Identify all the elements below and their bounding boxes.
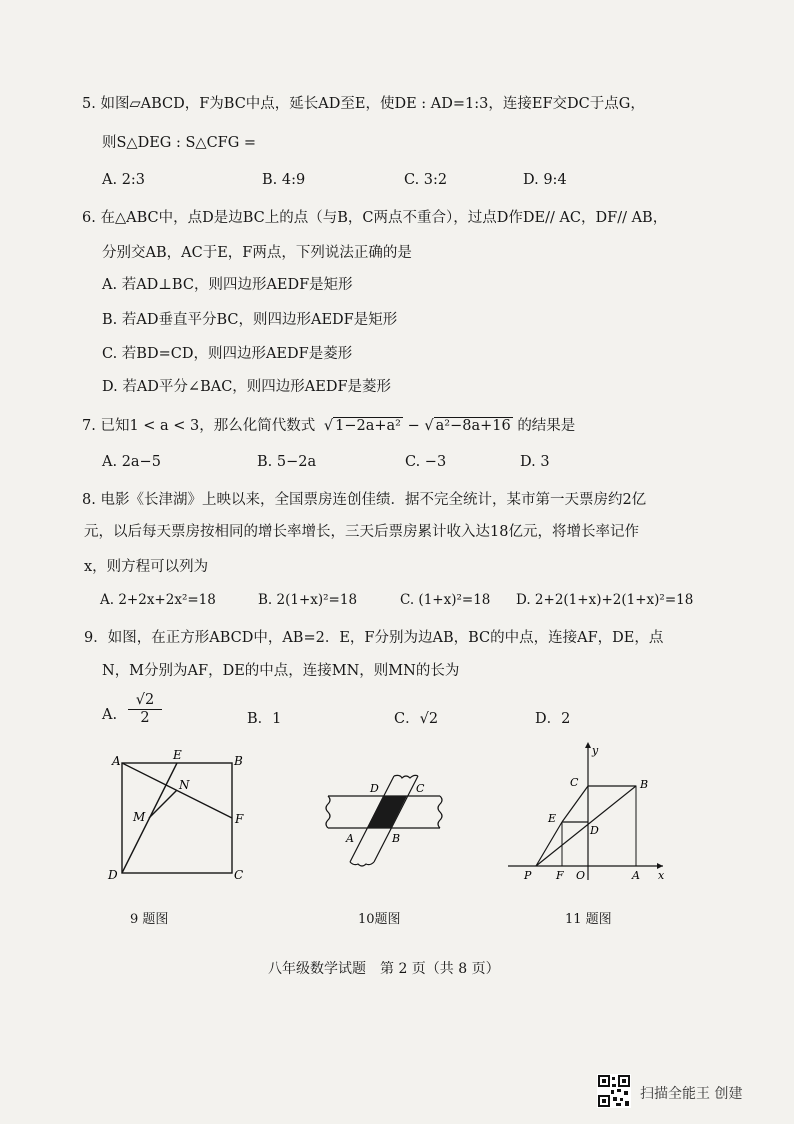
label-b: B	[640, 778, 649, 791]
page-footer: 八年级数学试题 第 2 页（共 8 页）	[268, 961, 500, 977]
question-8-option-b: B. 2(1+x)²=18	[258, 592, 358, 608]
question-9-option-b: B．1	[247, 711, 282, 727]
y-axis-arrow	[585, 742, 591, 748]
label-m: M	[133, 810, 146, 824]
figure-10-caption: 10题图	[358, 912, 401, 927]
fraction-denominator: 2	[140, 710, 150, 726]
label-a: A	[112, 754, 121, 768]
label-f: F	[556, 869, 564, 882]
overlap-parallelogram	[367, 796, 407, 828]
label-d: D	[590, 824, 599, 837]
question-7-suffix: 的结果是	[517, 418, 576, 434]
question-5-option-c: C. 3:2	[404, 172, 448, 188]
question-5-option-d: D. 9:4	[523, 172, 567, 188]
question-9-option-a-label: A.	[102, 707, 118, 723]
question-6-option-b: B. 若AD垂直平分BC，则四边形AEDF是矩形	[102, 312, 398, 328]
label-b: B	[234, 754, 243, 768]
question-7-stem	[82, 414, 575, 435]
question-6-option-d: D. 若AD平分∠BAC，则四边形AEDF是菱形	[102, 379, 392, 395]
label-a: A	[346, 832, 354, 845]
question-7-option-c: C. −3	[405, 454, 447, 470]
question-9-option-a-fraction	[128, 692, 162, 726]
question-8-line1: 8. 电影《长津湖》上映以来，全国票房连创佳绩．据不完全统计，某市第一天票房约2亿	[82, 492, 647, 508]
question-8-option-a: A. 2+2x+2x²=18	[100, 592, 216, 608]
scanner-watermark: 扫描全能王 创建	[640, 1086, 743, 1102]
figure-9-square	[100, 745, 250, 890]
label-c: C	[416, 782, 425, 795]
question-7-option-a: A. 2a−5	[102, 454, 161, 470]
question-8-option-d: D. 2+2(1+x)+2(1+x)²=18	[516, 592, 694, 608]
figure-11-caption: 11 题图	[565, 912, 612, 927]
question-6-line1: 6. 在△ABC中，点D是边BC上的点（与B，C两点不重合），过点D作DE// AC，DF// AB，	[82, 210, 668, 226]
label-c: C	[570, 776, 579, 789]
question-6-option-c: C. 若BD=CD，则四边形AEDF是菱形	[102, 346, 353, 362]
figure-11-coordinate-plane	[508, 738, 673, 883]
radicand-2: a²−8a+16	[435, 418, 511, 434]
label-c: C	[234, 868, 244, 882]
segment-mn	[149, 790, 177, 818]
qr-code-icon	[597, 1074, 631, 1108]
question-9-option-c: C．√2	[394, 711, 439, 727]
question-8-line2: 元，以后每天票房按相同的增长率增长，三天后票房累计收入达18亿元，将增长率记作	[84, 524, 639, 540]
fraction-numerator: √2	[128, 692, 162, 710]
segment-pe	[536, 822, 562, 866]
label-y: y	[592, 744, 599, 757]
question-6-option-a: A. 若AD⊥BC，则四边形AEDF是矩形	[102, 277, 353, 293]
segment-ec	[562, 786, 588, 822]
question-8-line3: x，则方程可以列为	[84, 559, 209, 575]
question-9-option-d: D．2	[535, 711, 571, 727]
label-o: O	[576, 869, 586, 882]
label-p: P	[524, 869, 532, 882]
label-d: D	[108, 868, 118, 882]
label-e: E	[548, 812, 557, 825]
question-5-option-a: A. 2:3	[102, 172, 146, 188]
question-7-option-d: D. 3	[520, 454, 550, 470]
question-6-line2: 分别交AB，AC于E，F两点，下列说法正确的是	[102, 245, 412, 261]
label-e: E	[173, 748, 182, 762]
question-7-option-b: B. 5−2a	[257, 454, 317, 470]
question-5-line1: 5. 如图▱ABCD，F为BC中点，延长AD至E，使DE : AD=1:3，连接EF交DC于点G，	[82, 96, 645, 112]
figure-9-caption: 9 题图	[130, 912, 169, 927]
question-7-prefix: 7. 已知1 < a < 3，那么化简代数式	[82, 418, 316, 434]
sqrt-expression-1: √ 1−2a+a²	[323, 418, 401, 434]
question-5-line2: 则S△DEG : S△CFG =	[102, 135, 257, 151]
radicand-1: 1−2a+a²	[335, 418, 401, 434]
segment-pb	[536, 786, 636, 866]
label-b: B	[392, 832, 401, 845]
question-5-option-b: B. 4:9	[262, 172, 306, 188]
question-9-line2: N，M分别为AF，DE的中点，连接MN，则MN的长为	[102, 663, 460, 679]
question-8-option-c: C. (1+x)²=18	[400, 592, 491, 608]
label-d: D	[370, 782, 379, 795]
question-7-minus: −	[407, 418, 420, 434]
figure-10-strips	[322, 770, 452, 880]
label-n: N	[179, 778, 190, 792]
label-f: F	[235, 812, 244, 826]
label-a: A	[632, 869, 640, 882]
label-x: x	[658, 869, 665, 882]
sqrt-expression-2: √ a²−8a+16	[424, 418, 511, 434]
question-9-line1: 9．如图，在正方形ABCD中，AB=2．E，F分别为边AB，BC的中点，连接AF，DE，点	[84, 630, 664, 646]
